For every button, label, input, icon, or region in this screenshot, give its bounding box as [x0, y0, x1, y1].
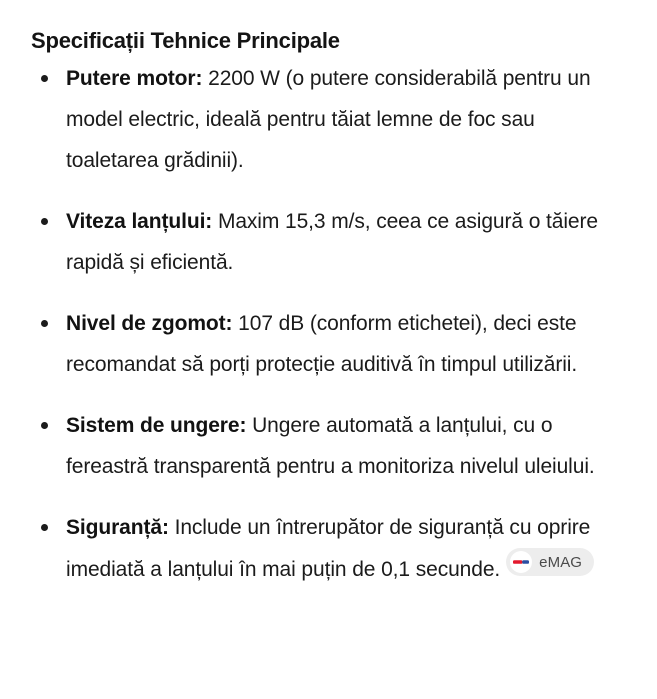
citation-source-label: eMAG: [539, 553, 583, 571]
specifications-list: [0, 58, 657, 590]
spec-label: Viteza lanțului:: [66, 210, 213, 233]
list-item: [0, 58, 657, 181]
bullet-icon: [41, 422, 48, 429]
citation-chip-emag[interactable]: [506, 548, 594, 576]
spec-label: Sistem de ungere:: [66, 414, 247, 437]
page-title: Specificații Tehnice Principale: [31, 28, 340, 54]
spec-label: Putere motor:: [66, 67, 203, 90]
spec-value: 2200 W (o putere considerabilă pentru un model electric, ideală pentru tăiat lemne de foc sau toaletarea grădinii).: [66, 67, 591, 172]
spec-label: Siguranță:: [66, 516, 169, 539]
bullet-icon: [41, 524, 48, 531]
list-item: [0, 303, 657, 385]
bullet-icon: [41, 75, 48, 82]
bullet-icon: [41, 320, 48, 327]
spec-value: 107 dB (conform etichetei), deci este recomandat să porți protecție auditivă în timpul utilizării.: [66, 312, 578, 376]
spec-label: Nivel de zgomot:: [66, 312, 233, 335]
spec-value: Maxim 15,3 m/s, ceea ce asigură o tăiere rapidă și eficientă.: [66, 210, 598, 274]
emag-logo-icon: [510, 551, 532, 573]
list-item: [0, 405, 657, 487]
list-item: [0, 201, 657, 283]
list-item: [0, 507, 657, 590]
spec-value: Include un întrerupător de siguranță cu oprire imediată a lanțului în mai puțin de 0,1 secunde.: [66, 516, 591, 581]
bullet-icon: [41, 218, 48, 225]
spec-value: Ungere automată a lanțului, cu o fereastră transparentă pentru a monitoriza nivelul uleiului.: [66, 414, 595, 478]
